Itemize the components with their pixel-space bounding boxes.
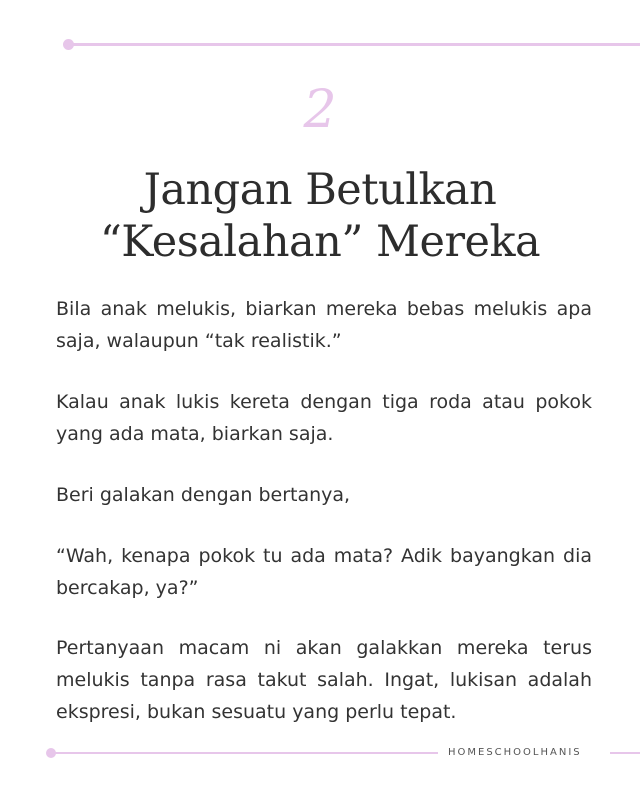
bottom-decor-line-right bbox=[610, 752, 640, 754]
top-decor-line bbox=[66, 43, 640, 46]
bottom-decor-line bbox=[50, 752, 438, 754]
paragraph-1: Bila anak melukis, biarkan mereka bebas melukis apa saja, walaupun “tak realistik.” bbox=[56, 298, 592, 352]
title-line-1: Jangan Betulkan bbox=[143, 165, 497, 215]
paragraph-4: “Wah, kenapa pokok tu ada mata? Adik bayangkan dia bercakap, ya?” bbox=[56, 545, 592, 599]
paragraph-5: Pertanyaan macam ni akan galakkan mereka terus melukis tanpa rasa takut salah. Ingat, lukisan adalah ekspresi, bukan sesuatu yang perlu tepat. bbox=[56, 637, 592, 723]
tip-number: 2 bbox=[303, 80, 337, 140]
paragraph-3: Beri galakan dengan bertanya, bbox=[56, 484, 351, 506]
title-line-2: “Kesalahan” Mereka bbox=[99, 217, 541, 267]
paragraph-2: Kalau anak lukis kereta dengan tiga roda atau pokok yang ada mata, biarkan saja. bbox=[56, 391, 592, 445]
brand-label: HOMESCHOOLHANIS bbox=[448, 747, 582, 758]
